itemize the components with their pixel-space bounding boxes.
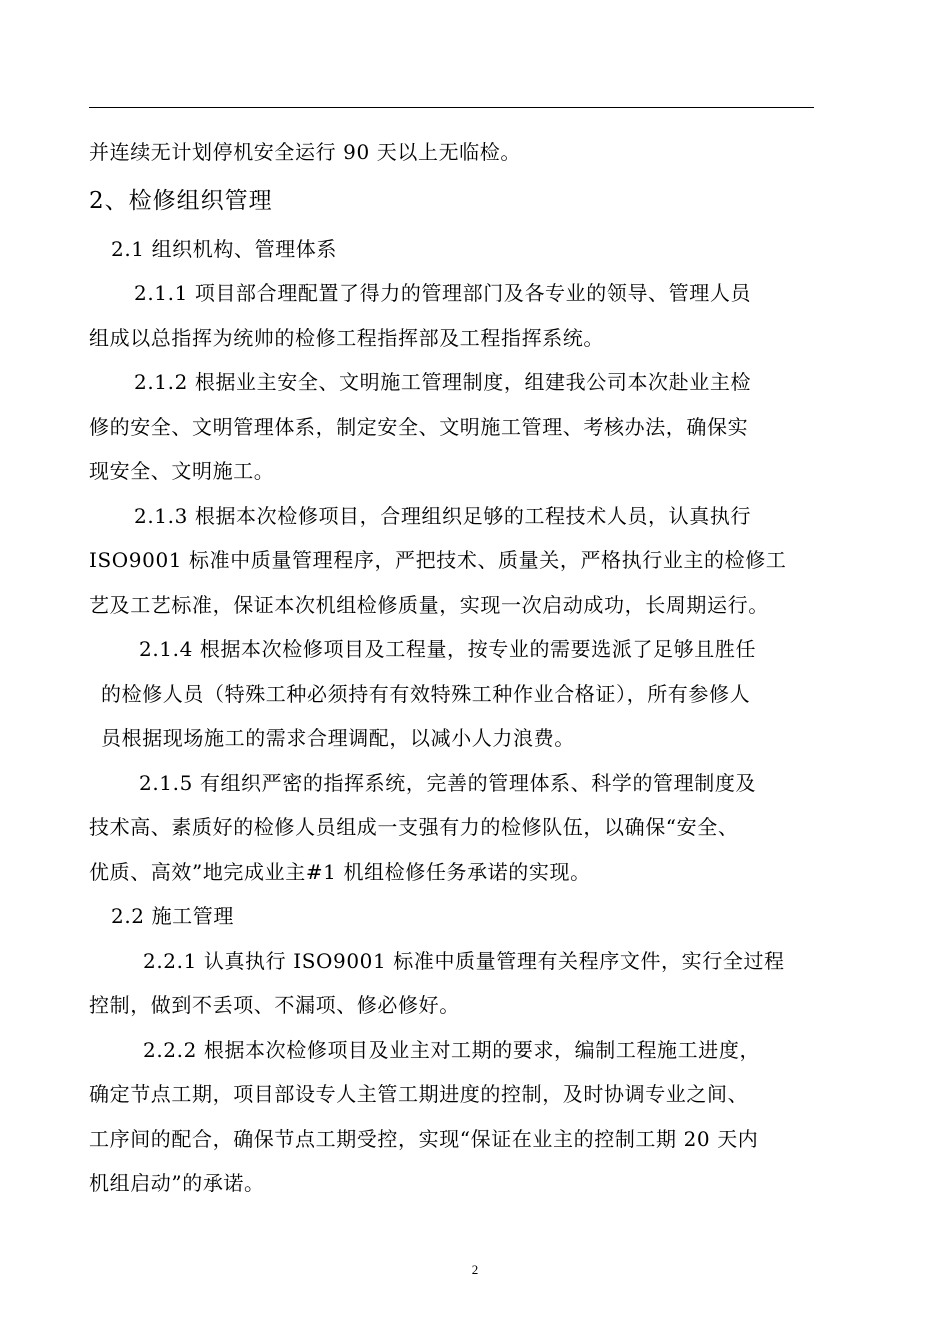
text-line: 组成以总指挥为统帅的检修工程指挥部及工程指挥系统。 xyxy=(89,325,604,350)
text-line: 优质、高效”地完成业主#1 机组检修任务承诺的实现。 xyxy=(89,859,591,884)
text-line: 艺及工艺标准，保证本次机组检修质量，实现一次启动成功，长周期运行。 xyxy=(89,592,769,617)
text-line: 2.2.1 认真执行 ISO9001 标准中质量管理有关程序文件，实行全过程 xyxy=(143,948,785,973)
section-heading: 2、检修组织管理 xyxy=(89,187,273,214)
document-body xyxy=(89,130,817,1206)
text-line: 2.1.4 根据本次检修项目及工程量，按专业的需要选派了足够且胜任 xyxy=(139,637,757,661)
text-line: 2.1 组织机构、管理体系 xyxy=(111,236,337,261)
text-line: 2.1.5 有组织严密的指挥系统，完善的管理体系、科学的管理制度及 xyxy=(139,770,757,795)
text-line: 并连续无计划停机安全运行 90 天以上无临检。 xyxy=(89,140,521,164)
text-line: 2.1.1 项目部合理配置了得力的管理部门及各专业的领导、管理人员 xyxy=(134,281,752,305)
text-line: 现安全、文明施工。 xyxy=(89,459,275,483)
text-line: 2.1.2 根据业主安全、文明施工管理制度，组建我公司本次赴业主检 xyxy=(134,370,752,394)
text-line: 确定节点工期，项目部设专人主管工期进度的控制，及时协调专业之间、 xyxy=(89,1082,749,1106)
text-line: ISO9001 标准中质量管理程序，严把技术、质量关，严格执行业主的检修工 xyxy=(89,548,787,572)
text-line: 2.1.3 根据本次检修项目，合理组织足够的工程技术人员，认真执行 xyxy=(134,503,752,528)
text-line: 工序间的配合，确保节点工期受控，实现“保证在业主的控制工期 20 天内 xyxy=(89,1126,759,1151)
text-line: 2.2 施工管理 xyxy=(111,904,234,928)
text-line: 修的安全、文明管理体系，制定安全、文明施工管理、考核办法，确保实 xyxy=(89,414,749,439)
header-rule xyxy=(89,107,814,108)
text-line: 技术高、素质好的检修人员组成一支强有力的检修队伍，以确保“安全、 xyxy=(89,815,739,839)
text-line: 2.2.2 根据本次检修项目及业主对工期的要求，编制工程施工进度， xyxy=(143,1037,761,1062)
text-line: 控制，做到不丢项、不漏项、修必修好。 xyxy=(89,993,460,1017)
page-number: 2 xyxy=(471,1262,479,1277)
text-line: 员根据现场施工的需求合理调配，以减小人力浪费。 xyxy=(101,726,575,750)
text-line: 的检修人员（特殊工种必须持有有效特殊工种作业合格证），所有参修人 xyxy=(101,681,751,706)
text-line: 机组启动”的承诺。 xyxy=(89,1171,265,1195)
